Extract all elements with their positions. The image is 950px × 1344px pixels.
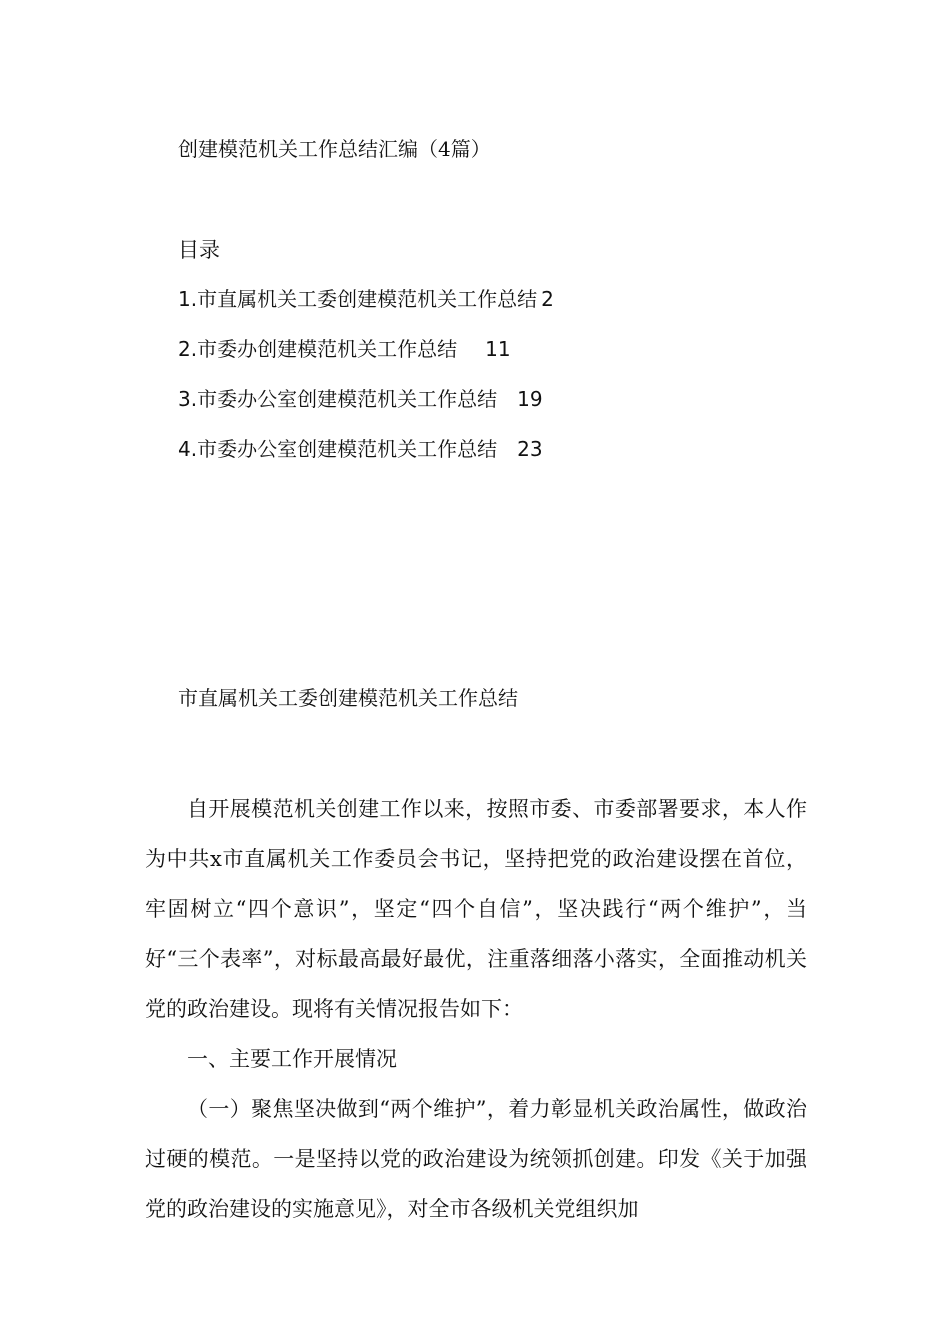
- toc-item-label: 4.市委办公室创建模范机关工作总结: [178, 437, 498, 461]
- table-of-contents: [178, 284, 554, 484]
- section-heading: 一、主要工作开展情况: [187, 1047, 397, 1071]
- body-paragraph: 自开展模范机关创建工作以来，按照市委、市委部署要求，本人作为中共x市直属机关工作委员会书记，坚持把党的政治建设摆在首位，牢固树立“四个意识”，坚定“四个自信”，坚决践行“两个维护”，当好“三个表率”，对标最高最好最优，注重落细落小落实，全面推动机关党的政治建设。现将有关情况报告如下：: [145, 797, 807, 1021]
- toc-item-page: 2: [541, 287, 554, 311]
- toc-item[interactable]: [178, 434, 554, 484]
- toc-item[interactable]: [178, 384, 554, 434]
- body-paragraph: （一）聚焦坚决做到“两个维护”，着力彰显机关政治属性，做政治过硬的模范。一是坚持以党的政治建设为统领抓创建。印发《关于加强党的政治建设的实施意见》，对全市各级机关党组织加: [145, 1097, 807, 1221]
- toc-item[interactable]: [178, 284, 554, 334]
- toc-item-label: 2.市委办创建模范机关工作总结: [178, 337, 458, 361]
- toc-item-label: 3.市委办公室创建模范机关工作总结: [178, 387, 498, 411]
- toc-heading: 目录: [178, 238, 220, 262]
- toc-item[interactable]: [178, 334, 554, 384]
- toc-item-page: 11: [485, 337, 511, 361]
- toc-item-page: 23: [517, 437, 543, 461]
- toc-item-label: 1.市直属机关工委创建模范机关工作总结: [178, 287, 538, 311]
- body-text: [145, 784, 807, 1234]
- document-title: 创建模范机关工作总结汇编（4篇）: [178, 137, 491, 161]
- section-title: 市直属机关工委创建模范机关工作总结: [178, 686, 518, 710]
- toc-item-page: 19: [517, 387, 543, 411]
